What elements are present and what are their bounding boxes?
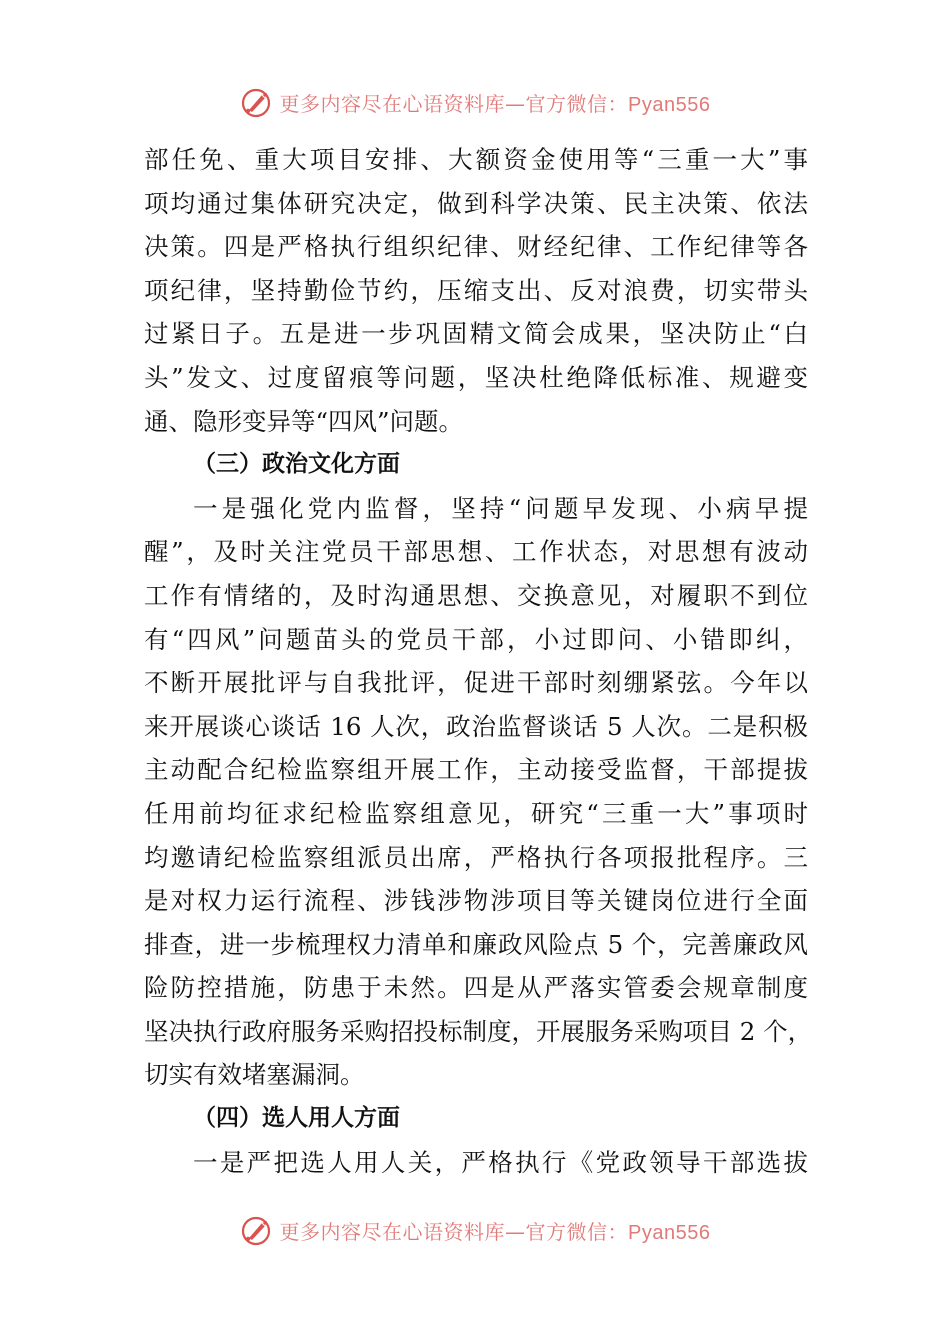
pen-nib-circle-icon <box>240 1212 276 1248</box>
footer-watermark <box>0 1210 950 1250</box>
watermark-wechat-label: 官方微信： <box>525 91 629 116</box>
text-line: 任用前均征求纪检监察组意见，研究“三重一大”事项时 <box>144 798 808 828</box>
pen-nib-circle-icon <box>240 84 276 120</box>
section-heading-personnel: （四）选人用人方面 <box>193 1105 400 1132</box>
document-body <box>144 138 813 1184</box>
text-line: 有“四风”问题苗头的党员干部，小过即问、小错即纠， <box>144 624 808 654</box>
watermark-separator: — <box>505 91 526 116</box>
text-line: 切实有效堵塞漏洞。 <box>144 1060 365 1090</box>
text-line: 头”发文、过度留痕等问题，坚决杜绝降低标准、规避变 <box>144 362 808 392</box>
watermark-wechat-id: Pyan556 <box>628 93 711 116</box>
text-line: 主动配合纪检监察组开展工作，主动接受监督，干部提拔 <box>144 755 808 785</box>
text-line: 一是严把选人用人关，严格执行《党政领导干部选拔 <box>193 1147 808 1177</box>
paragraph-top <box>144 138 808 443</box>
text-line: 排查，进一步梳理权力清单和廉政风险点 5 个，完善廉政风 <box>144 929 808 959</box>
text-line: 过紧日子。五是进一步巩固精文简会成果，坚决防止“白 <box>144 319 808 349</box>
watermark-wechat-id: Pyan556 <box>628 1221 711 1244</box>
text-line: 险防控措施，防患于未然。四是从严落实管委会规章制度 <box>144 973 808 1003</box>
paragraph-political-culture <box>144 487 813 1097</box>
text-line: 均邀请纪检监察组派员出席，严格执行各项报批程序。三 <box>144 842 808 872</box>
text-line: 部任免、重大项目安排、大额资金使用等“三重一大”事 <box>144 145 808 174</box>
watermark-separator: — <box>505 1219 526 1244</box>
text-line: 工作有情绪的，及时沟通思想、交换意见，对履职不到位 <box>144 580 808 610</box>
header-watermark <box>0 82 950 122</box>
text-line: 坚决执行政府服务采购招投标制度，开展服务采购项目 2 个， <box>144 1016 813 1046</box>
text-line: 通、隐形变异等“四风”问题。 <box>144 406 464 436</box>
text-line: 项均通过集体研究决定，做到科学决策、民主决策、依法 <box>144 188 808 218</box>
text-line: 是对权力运行流程、涉钱涉物涉项目等关键岗位进行全面 <box>144 886 808 916</box>
watermark-wechat-label: 官方微信： <box>525 1219 629 1244</box>
section-heading-political-culture: （三）政治文化方面 <box>193 451 400 478</box>
paragraph-personnel <box>144 1141 808 1185</box>
watermark-library-name: 更多内容尽在心语资料库 <box>279 91 506 116</box>
text-line: 项纪律，坚持勤俭节约，压缩支出、反对浪费，切实带头 <box>144 275 808 305</box>
watermark-library-name: 更多内容尽在心语资料库 <box>279 1219 506 1244</box>
text-line: 不断开展批评与自我批评，促进干部时刻绷紧弦。今年以 <box>144 668 808 698</box>
text-line: 一是强化党内监督，坚持“问题早发现、小病早提 <box>193 493 808 523</box>
watermark-text <box>280 1216 711 1245</box>
text-line: 来开展谈心谈话 16 人次，政治监督谈话 5 人次。二是积极 <box>144 711 808 741</box>
watermark-text <box>280 88 711 117</box>
text-line: 决策。四是严格执行组织纪律、财经纪律、工作纪律等各 <box>144 232 808 262</box>
text-line: 醒”，及时关注党员干部思想、工作状态，对思想有波动 <box>144 537 808 567</box>
